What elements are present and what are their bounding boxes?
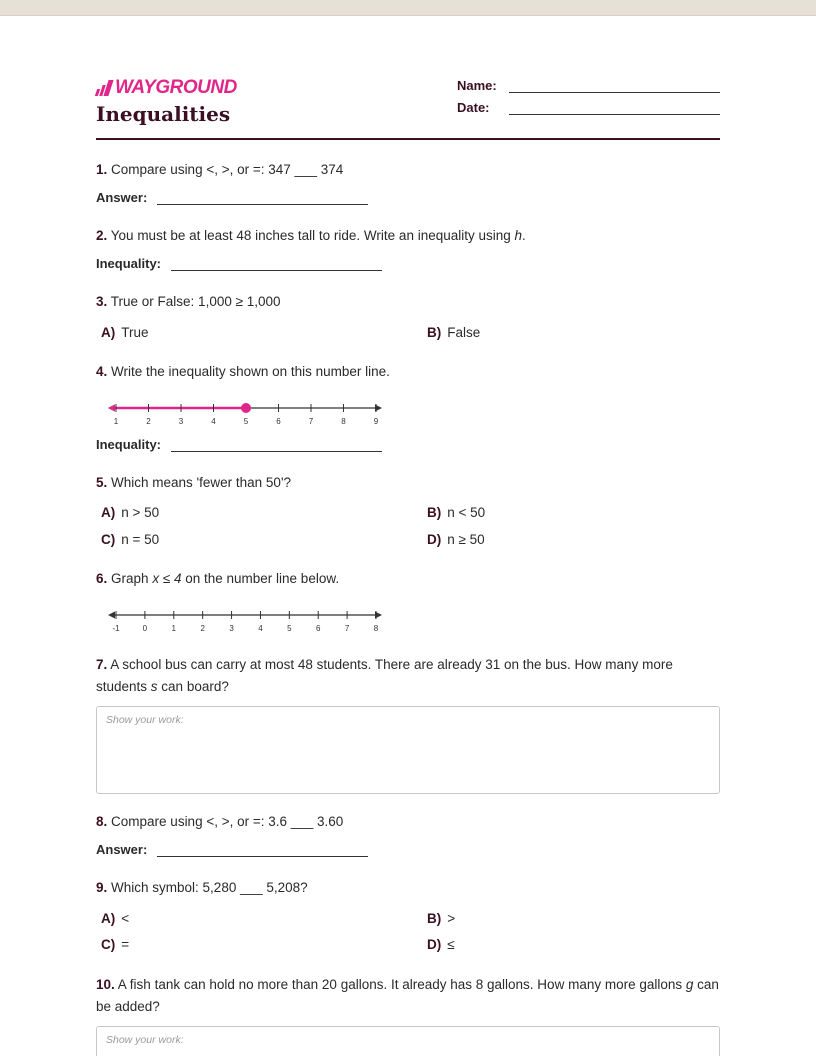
question-text: Compare using <, >, or =: 347 ___ 374 (111, 162, 344, 177)
option-text: > (447, 911, 456, 926)
top-bar (0, 0, 816, 16)
option-c[interactable] (101, 937, 129, 952)
option-letter: C) (101, 532, 116, 547)
tick-label: 7 (308, 417, 314, 426)
answer-line[interactable] (171, 438, 382, 452)
question-number: 4. (96, 364, 108, 379)
option-a[interactable] (101, 505, 159, 520)
answer-line[interactable] (157, 843, 368, 857)
tick-label: 2 (200, 624, 205, 633)
tick-label: 5 (243, 417, 249, 426)
closed-dot (241, 403, 251, 413)
tick-label: -1 (112, 624, 120, 633)
option-letter: A) (101, 325, 116, 340)
variable: s (150, 679, 158, 694)
date-field[interactable] (457, 100, 720, 115)
question-number: 1. (96, 162, 108, 177)
question-text-end: . (522, 228, 526, 243)
tick-label: 4 (211, 417, 216, 426)
question-text: Graph (111, 571, 153, 586)
answer-label: Inequality: (96, 437, 162, 452)
question-10 (96, 974, 720, 1018)
number-line-4 (110, 401, 385, 431)
question-2 (96, 225, 720, 247)
option-text: n < 50 (447, 505, 486, 520)
option-letter: D) (427, 937, 442, 952)
answer-field-8[interactable] (96, 842, 368, 857)
question-1 (96, 159, 720, 181)
number-line-6[interactable] (110, 608, 385, 638)
question-6 (96, 568, 720, 590)
question-text-end: can board? (157, 679, 229, 694)
tick-label: 1 (113, 417, 119, 426)
name-line[interactable] (509, 79, 720, 93)
tick-label: 4 (258, 624, 263, 633)
question-text: You must be at least 48 inches tall to ride. Write an inequality using (110, 228, 515, 243)
question-number: 6. (96, 571, 108, 586)
work-placeholder: Show your work: (106, 714, 184, 726)
question-text: Which symbol: 5,280 ___ 5,208? (111, 880, 308, 895)
work-box-7[interactable] (96, 706, 720, 794)
variable: g (685, 977, 694, 992)
question-number: 8. (96, 814, 108, 829)
date-line[interactable] (509, 101, 720, 115)
tick-label: 3 (229, 624, 234, 633)
option-text: n = 50 (121, 532, 160, 547)
answer-label: Inequality: (96, 256, 162, 271)
option-letter: B) (427, 325, 442, 340)
option-a[interactable] (101, 325, 149, 340)
answer-field-2[interactable] (96, 256, 382, 271)
tick-label: 8 (341, 417, 346, 426)
page-title: Inequalities (96, 102, 231, 126)
option-c[interactable] (101, 532, 159, 547)
logo-text: WAYGROUND (115, 77, 237, 98)
tick-label: 9 (373, 417, 379, 426)
variable: h (514, 228, 523, 243)
name-field[interactable] (457, 78, 720, 93)
variable: x ≤ 4 (152, 571, 182, 586)
tick-label: 1 (171, 624, 177, 633)
tick-label: 8 (373, 624, 379, 633)
question-number: 9. (96, 880, 108, 895)
answer-line[interactable] (157, 191, 368, 205)
answer-field-4[interactable] (96, 437, 382, 452)
option-text: n ≥ 50 (447, 532, 485, 547)
arrow-left-icon (108, 612, 115, 619)
question-4 (96, 361, 720, 383)
question-5 (96, 472, 720, 494)
question-number: 3. (96, 294, 108, 309)
option-b[interactable] (427, 911, 455, 926)
option-letter: C) (101, 937, 116, 952)
option-text: < (121, 911, 130, 926)
tick-label: 7 (344, 624, 350, 633)
question-text: True or False: 1,000 ≥ 1,000 (110, 294, 281, 309)
answer-line[interactable] (171, 257, 382, 271)
name-label: Name: (457, 78, 497, 93)
question-8 (96, 811, 720, 833)
answer-field-1[interactable] (96, 190, 368, 205)
work-box-10[interactable] (96, 1026, 720, 1056)
option-text: False (447, 325, 481, 340)
question-number: 5. (96, 475, 108, 490)
tick-label: 2 (146, 417, 151, 426)
option-letter: B) (427, 505, 442, 520)
tick-label: 6 (315, 624, 321, 633)
question-text: Which means 'fewer than 50'? (111, 475, 292, 490)
option-b[interactable] (427, 505, 485, 520)
question-7 (96, 654, 720, 698)
option-d[interactable] (427, 937, 455, 952)
question-text-end: on the number line below. (181, 571, 340, 586)
question-text: A school bus can carry at most 48 students. There are already 31 on the bus. How many more students (96, 657, 673, 694)
question-3 (96, 291, 720, 313)
question-text-end: can be added? (96, 977, 719, 1014)
option-letter: A) (101, 505, 116, 520)
tick-label: 6 (276, 417, 281, 426)
option-text: = (121, 937, 130, 952)
option-a[interactable] (101, 911, 129, 926)
question-text: Write the inequality shown on this number line. (111, 364, 390, 379)
option-text: True (121, 325, 149, 340)
question-9 (96, 877, 720, 899)
option-b[interactable] (427, 325, 480, 340)
date-label: Date: (457, 100, 490, 115)
tick-label: 5 (287, 624, 292, 633)
option-d[interactable] (427, 532, 485, 547)
question-number: 7. (96, 657, 108, 672)
header-divider (96, 138, 720, 140)
tick-label: 3 (178, 417, 184, 426)
wayground-logo-icon (96, 80, 111, 96)
option-letter: A) (101, 911, 116, 926)
option-text: ≤ (447, 937, 455, 952)
work-placeholder: Show your work: (106, 1034, 184, 1046)
logo (96, 78, 237, 98)
question-number: 2. (96, 228, 108, 243)
answer-label: Answer: (96, 842, 148, 857)
ray-arrow-icon (108, 405, 115, 412)
question-text: A fish tank can hold no more than 20 gallons. It already has 8 gallons. How many more gallons (117, 977, 686, 992)
question-text: Compare using <, >, or =: 3.6 ___ 3.60 (111, 814, 344, 829)
tick-label: 0 (142, 624, 148, 633)
option-text: n > 50 (121, 505, 160, 520)
option-letter: D) (427, 532, 442, 547)
option-letter: B) (427, 911, 442, 926)
answer-label: Answer: (96, 190, 148, 205)
question-number: 10. (96, 977, 115, 992)
